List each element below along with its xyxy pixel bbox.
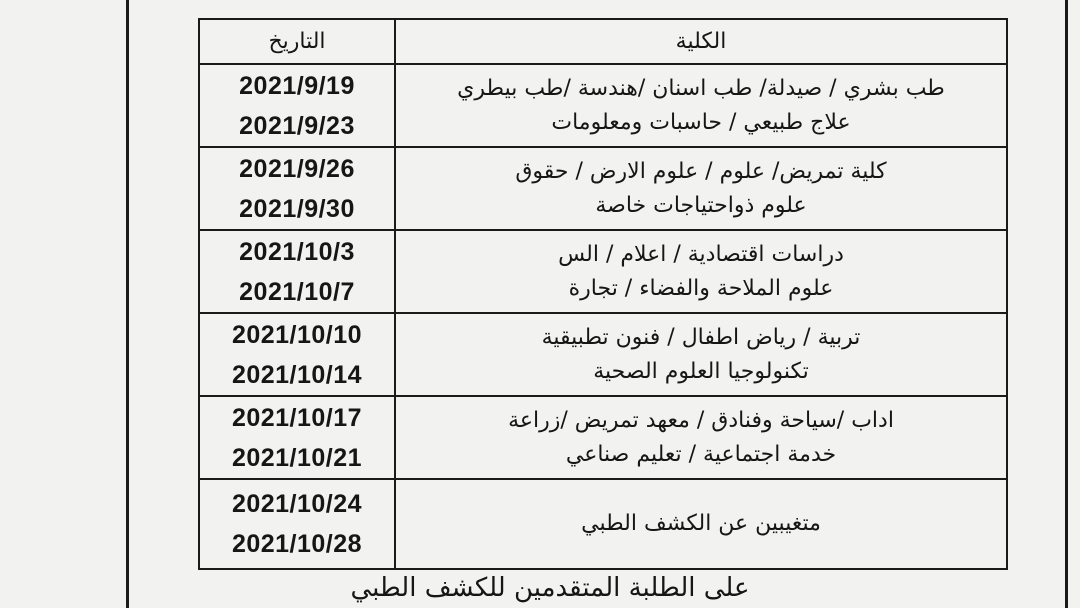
end-date: 2021/10/7 <box>239 277 355 306</box>
page-margin-line-left <box>126 0 129 608</box>
start-date: 2021/10/17 <box>231 403 363 432</box>
table-row <box>199 230 1007 313</box>
date-cell <box>199 396 395 479</box>
faculty-line: علاج طبيعي / حاسبات ومعلومات <box>551 109 851 135</box>
faculty-cell <box>395 230 1007 313</box>
date-cell <box>199 479 395 569</box>
date-column-header: التاريخ <box>199 19 395 64</box>
table-row <box>199 313 1007 396</box>
faculty-line: تربية / رياض اطفال / فنون تطبيقية <box>541 324 861 350</box>
faculty-line: اداب /سياحة وفنادق / معهد تمريض /زراعة <box>508 407 894 433</box>
end-date: 2021/10/14 <box>231 360 363 389</box>
end-date: 2021/9/30 <box>239 194 355 223</box>
faculty-cell <box>395 147 1007 230</box>
faculty-line: كلية تمريض/ علوم / علوم الارض / حقوق <box>515 158 887 184</box>
date-cell <box>199 230 395 313</box>
start-date: 2021/10/10 <box>231 320 363 349</box>
start-date: 2021/9/19 <box>239 71 355 100</box>
faculty-cell <box>395 479 1007 569</box>
faculty-line: علوم ذواحتياجات خاصة <box>595 192 807 218</box>
table-row <box>199 479 1007 569</box>
faculty-line: تكنولوجيا العلوم الصحية <box>593 358 809 384</box>
faculty-line: دراسات اقتصادية / اعلام / الس <box>558 241 844 267</box>
start-date: 2021/10/24 <box>231 490 363 518</box>
medical-exam-schedule-table <box>198 18 1008 570</box>
start-date: 2021/9/26 <box>239 154 355 183</box>
faculty-line: علوم الملاحة والفضاء / تجارة <box>568 275 834 301</box>
table-row <box>199 147 1007 230</box>
faculty-cell <box>395 64 1007 147</box>
footer-note: على الطلبة المتقدمين للكشف الطبي <box>350 573 750 603</box>
date-cell <box>199 147 395 230</box>
date-cell <box>199 313 395 396</box>
date-cell <box>199 64 395 147</box>
faculty-line: طب بشري / صيدلة/ طب اسنان /هندسة /طب بيطري <box>457 75 945 101</box>
faculty-cell <box>395 313 1007 396</box>
faculty-line: متغيبين عن الكشف الطبي <box>581 511 821 536</box>
page-margin-line-right <box>1065 0 1068 608</box>
table-row <box>199 64 1007 147</box>
end-date: 2021/9/23 <box>239 111 355 140</box>
end-date: 2021/10/28 <box>231 530 363 558</box>
faculty-line: خدمة اجتماعية / تعليم صناعي <box>565 441 837 467</box>
table-row <box>199 396 1007 479</box>
end-date: 2021/10/21 <box>231 443 363 472</box>
table-header-row <box>199 19 1007 64</box>
start-date: 2021/10/3 <box>239 237 355 266</box>
faculty-column-header: الكلية <box>395 19 1007 64</box>
faculty-cell <box>395 396 1007 479</box>
